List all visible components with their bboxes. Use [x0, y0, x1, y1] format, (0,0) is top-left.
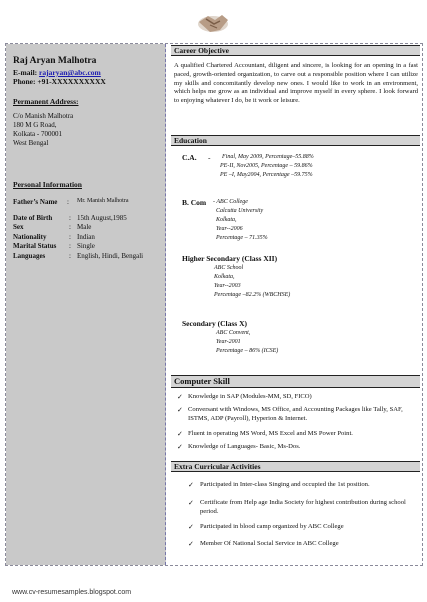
skill-item: ✓ Conversant with Windows, MS Office, and Accounting Packages like Tally, SAF, ISTMS, ADP (Payroll), Hyperion & Internet.: [177, 406, 403, 422]
checkmark-icon: ✓: [188, 481, 194, 489]
personal-value: 15th August,1985: [77, 214, 127, 222]
personal-colon: :: [69, 223, 71, 231]
edu-xii-line: Percentage –82.2% (WBCHSE): [214, 292, 291, 298]
personal-heading: Personal Information: [13, 180, 82, 189]
skill-item: ✓ Fluent in operating MS Word, MS Excel and MS Power Point.: [177, 430, 353, 438]
email-label: E-mail:: [13, 68, 38, 77]
extra-heading: Extra Curricular Activities: [171, 461, 420, 472]
personal-label: Sex: [13, 223, 24, 231]
address-block: [13, 112, 73, 148]
checkmark-icon: ✓: [188, 540, 194, 548]
edu-x-line: Year-2001: [216, 339, 241, 345]
edu-bcom-line: - ABC College: [213, 199, 248, 205]
checkmark-icon: ✓: [177, 393, 183, 401]
address-line: Kolkata - 700001: [13, 130, 62, 138]
personal-label: Marital Status: [13, 242, 57, 250]
email-line: [13, 68, 101, 77]
edu-bcom-line: Percentage – 71.35%: [216, 235, 268, 241]
address-line: C/o Manish Malhotra: [13, 112, 74, 120]
candidate-name: Raj Aryan Malhotra: [13, 56, 97, 66]
checkmark-icon: ✓: [188, 523, 194, 531]
edu-ca-line: PE-II, Nov2005, Percentage – 59.86%: [220, 163, 313, 169]
edu-x-title: Secondary (Class X): [182, 319, 247, 328]
personal-colon: :: [69, 233, 71, 241]
edu-ca-title: C.A.: [182, 153, 197, 162]
extra-item: ✓ Participated in Inter-class Singing and occupied the 1st position.: [188, 481, 370, 489]
edu-ca-line: Final, May 2009, Percentage–55.88%: [222, 154, 314, 160]
personal-value: Indian: [77, 233, 95, 241]
objective-text: A qualified Chartered Accountant, diligent and sincere, is looking for an opening in a fast paced, growth-oriented organization, to carve out a responsible position where I can utilize my skills and concomitantly develop new ones. I would like to work in an environment, which helps me grow as an individual and improve myself in every sphere. I look forward to enjoying whatever I do, be it work or leisure.: [174, 62, 418, 105]
email-link[interactable]: rajaryan@abc.com: [39, 68, 101, 77]
personal-value: Mr. Manish Malhotra: [77, 198, 129, 204]
footer-url[interactable]: www.cv-resumesamples.blogspot.com: [12, 589, 132, 596]
skill-item: ✓ Knowledge of Languages- Basic, Ms-Dos.: [177, 443, 301, 451]
personal-label: Father’s Name: [13, 198, 58, 206]
address-heading: Permanent Address:: [13, 97, 79, 106]
checkmark-icon: ✓: [177, 406, 183, 414]
checkmark-icon: ✓: [177, 443, 183, 451]
personal-label: Nationality: [13, 233, 47, 241]
handshake-icon: [196, 4, 230, 38]
objective-heading: Career Objective: [171, 45, 420, 56]
personal-colon: :: [69, 242, 71, 250]
skills-heading: Computer Skill: [171, 375, 420, 388]
address-line: West Bengal: [13, 139, 49, 147]
checkmark-icon: ✓: [177, 430, 183, 438]
edu-bcom-title: B. Com: [182, 198, 207, 207]
personal-value: Single: [77, 242, 95, 250]
edu-bcom-line: Year--2006: [216, 226, 243, 232]
extra-item: ✓ Participated in blood camp organized by ABC College: [188, 523, 344, 531]
extra-item: ✓ Certificate from Help age India Society for highest contribution during school period.: [188, 499, 406, 515]
edu-ca-dash: -: [208, 153, 211, 162]
edu-xii-line: Year--2003: [214, 283, 241, 289]
edu-bcom-line: Kolkata,: [216, 217, 237, 223]
edu-xii-title: Higher Secondary (Class XII): [182, 254, 278, 263]
edu-x-line: ABC Convent,: [216, 330, 251, 336]
personal-colon: :: [69, 214, 71, 222]
education-heading: Education: [171, 135, 420, 146]
personal-colon: :: [69, 252, 71, 260]
checkmark-icon: ✓: [188, 499, 194, 507]
phone-line: Phone: +91-XXXXXXXXXX: [13, 77, 106, 86]
edu-xii-line: ABC School: [214, 265, 244, 271]
personal-label: Date of Birth: [13, 214, 53, 222]
personal-label: Languages: [13, 252, 46, 260]
edu-x-line: Percentage – 86% (ICSE): [216, 348, 279, 354]
skill-item: ✓ Knowledge in SAP (Modules-MM, SD, FICO): [177, 393, 312, 401]
address-line: 180 M G Road,: [13, 121, 57, 129]
edu-xii-line: Kolkata,: [214, 274, 235, 280]
extra-item: ✓ Member Of National Social Service in ABC College: [188, 540, 339, 548]
personal-value: English, Hindi, Bengali: [77, 252, 144, 260]
edu-ca-line: PE –I, May2004, Percentage –59.75%: [220, 172, 313, 178]
personal-value: Male: [77, 223, 92, 231]
edu-bcom-line: Calcutta University: [216, 208, 264, 214]
personal-colon: :: [67, 198, 69, 206]
